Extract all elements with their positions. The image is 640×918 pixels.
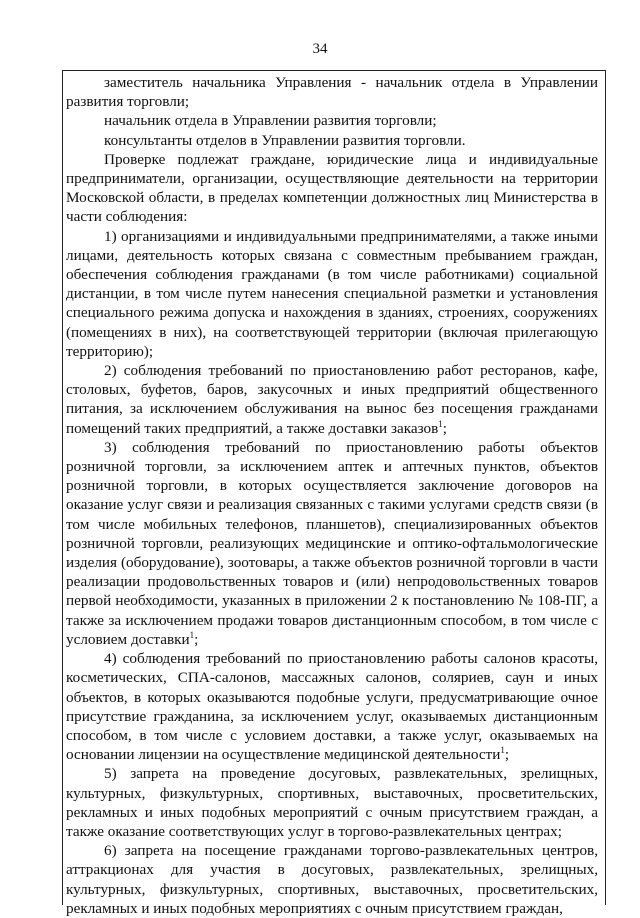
footnote-marker: 1 xyxy=(500,745,505,756)
paragraph-text: Проверке подлежат граждане, юридические лица и индивидуальные предприниматели, организации, осуществляющие деятельности на территории Московской области, в пределах компетенции должностных лиц Министерства в части соблюдения: xyxy=(66,150,598,226)
paragraph-tail: ; xyxy=(194,630,199,648)
paragraph-text: начальник отдела в Управлении развития торговли; xyxy=(104,112,437,130)
paragraph-item-4 xyxy=(66,649,598,764)
footnote-marker: 1 xyxy=(438,418,443,429)
paragraph-item-6 xyxy=(66,841,598,918)
paragraph-item-2 xyxy=(66,361,598,438)
paragraph-text: 1) организациями и индивидуальными предпринимателями, а также иными лицами, деятельность которых связана с совместным пребыванием граждан, обеспечения соблюдения гражданами (в том числе работниками) социальной дистанции, в том числе путем нанесения специальной разметки и установления специального режима допуска и нахождения в зданиях, строениях, сооружениях (помещениях в них), на соответствующей территории (включая прилегающую территорию); xyxy=(66,227,598,360)
document-body xyxy=(66,73,598,918)
paragraph-item-3 xyxy=(66,438,598,649)
paragraph-deputy-head xyxy=(66,73,598,111)
paragraph-text: 5) запрета на проведение досуговых, развлекательных, зрелищных, культурных, физкультурных, спортивных, выставочных, просветительских, рекламных и иных подобных мероприятий с очным присутствием граждан, а также оказание соответствующих услуг в торгово-развлекательных центрах; xyxy=(66,765,598,840)
paragraph-text: 2) соблюдения требований по приостановлению работ ресторанов, кафе, столовых, буфетов, баров, закусочных и иных предприятий общественного питания, за исключением обслуживания на вынос без посещения гражданами помещений таких предприятий, а также доставки заказов xyxy=(66,362,598,437)
paragraph-text: 4) соблюдения требований по приостановлению работы салонов красоты, косметических, СПА-салонов, массажных салонов, соляриев, саун и иных объектов, в которых оказываются подобные услуги, предусматривающие очное присутствие гражданина, за исключением услуг, оказываемых дистанционным способом, в том числе с условием доставки, а также услуг, оказываемых на основании лицензии на осуществление медицинской деятельности xyxy=(66,650,598,764)
paragraph-tail: ; xyxy=(504,746,510,764)
paragraph-item-1 xyxy=(66,227,598,361)
paragraph-text: консультанты отделов в Управлении развития торговли. xyxy=(104,131,466,149)
paragraph-department-head xyxy=(66,111,598,130)
paragraph-inspection-subjects xyxy=(66,150,598,227)
paragraph-text: заместитель начальника Управления - начальник отдела в Управлении развития торговли; xyxy=(66,74,598,111)
paragraph-tail: ; xyxy=(442,419,447,437)
paragraph-item-5 xyxy=(66,764,598,841)
paragraph-consultants xyxy=(66,131,598,150)
paragraph-text: 3) соблюдения требований по приостановлению работы объектов розничной торговли, за исключением аптек и аптечных пунктов, объектов розничной торговли, в которых осуществляется заключение договоров на оказание услуг связи и реализация связанных с такими услугами средств связи (в том числе мобильных телефонов, планшетов), специализированных объектов розничной торговли, реализующих медицинские и оптико-офтальмологические изделия (оборудование), зоотовары, а также объектов розничной торговли в части реализации продовольственных товаров и (или) непродовольственных товаров первой необходимости, указанных в приложении 2 к постановлению № 108-ПГ, а также за исключением продажи товаров дистанционным способом, в том числе с условием доставки xyxy=(66,438,598,648)
paragraph-text: 6) запрета на посещение гражданами торгово-развлекательных центров, аттракционах для участия в досуговых, развлекательных, зрелищных, культурных, физкультурных, спортивных, выставочных, просветительских, рекламных и иных подобных мероприятиях с очным присутствием граждан, xyxy=(66,842,598,917)
page-number: 34 xyxy=(312,41,328,57)
footnote-marker: 1 xyxy=(189,629,195,640)
